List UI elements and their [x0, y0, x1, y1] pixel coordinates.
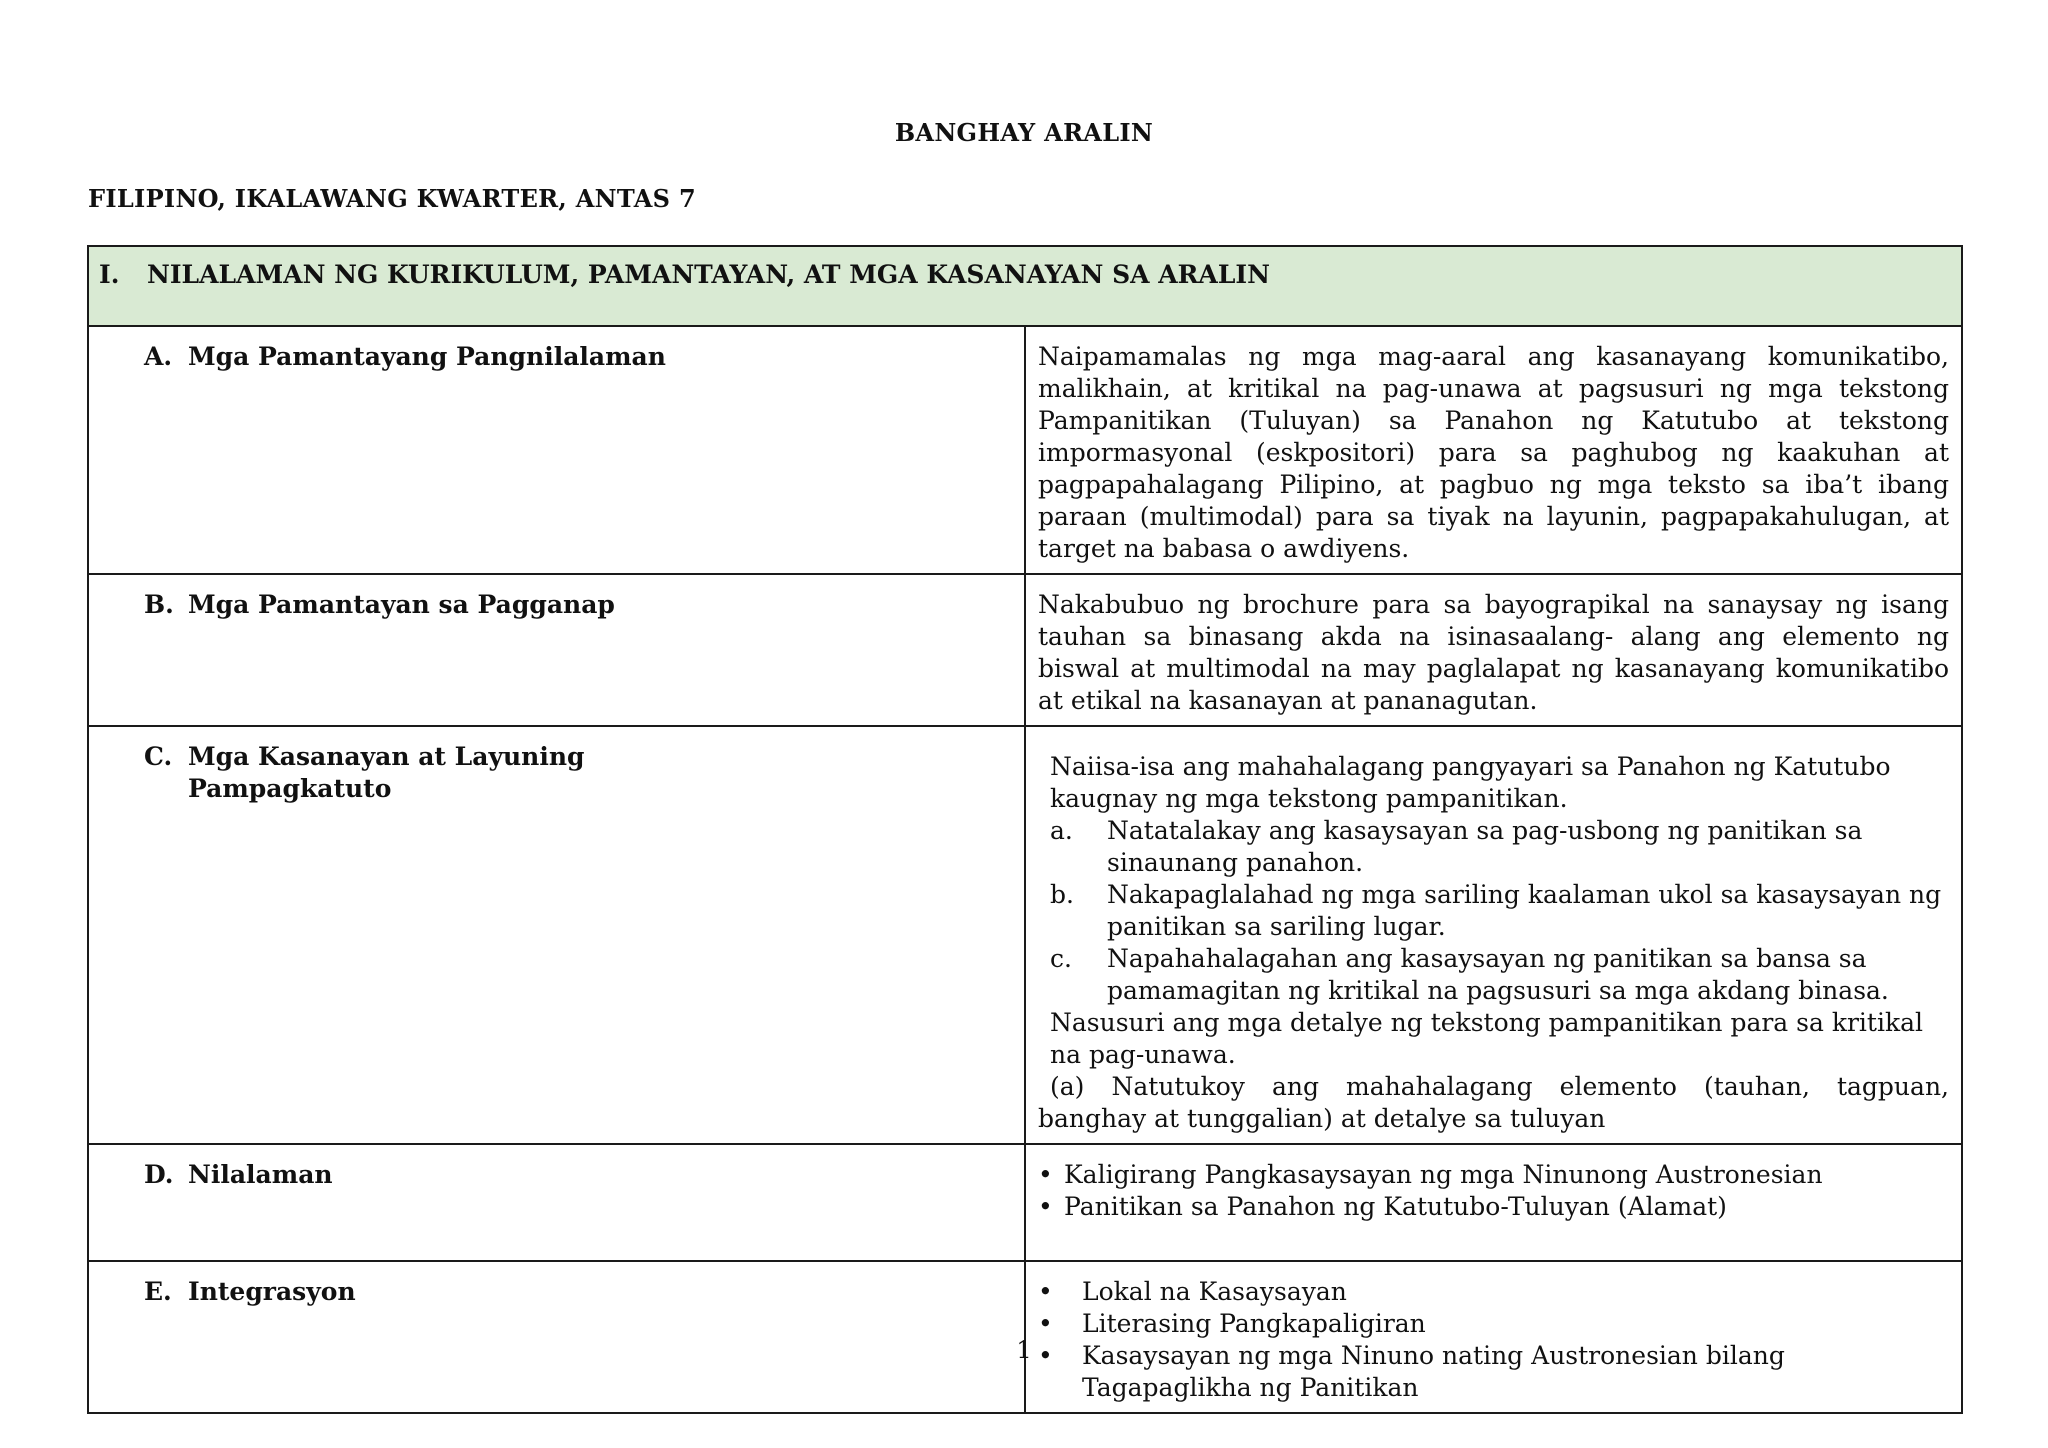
row-content-cell: [1025, 326, 1962, 574]
list-item-text: Napahahalagahan ang kasaysayan ng panitikan sa bansa sa pamamagitan ng kritikal na pagsusuri sa mga akdang binasa.: [1107, 944, 1889, 1005]
row-content-cell: [1025, 1144, 1962, 1261]
row-letter: C.: [144, 742, 173, 771]
row-letter: E.: [144, 1277, 172, 1306]
section-number: I.: [99, 260, 120, 289]
section-header-row: [88, 246, 1962, 326]
row-label-cell: [88, 574, 1025, 726]
bullet-icon: •: [1038, 1277, 1053, 1306]
list-item: [1038, 1159, 1949, 1191]
list-item: [1038, 1276, 1949, 1308]
list-item-text: Natatalakay ang kasaysayan sa pag-usbong ng panitikan sa sinaunang panahon.: [1107, 816, 1863, 877]
table-row: [88, 574, 1962, 726]
page-number: 1: [1016, 1336, 1032, 1364]
list-item: [1038, 879, 1949, 943]
list-item-text: Literasing Pangkapaligiran: [1082, 1309, 1426, 1338]
competency-second: Nasusuri ang mga detalye ng tekstong pampanitikan para sa kritikal na pag-unawa.: [1050, 1008, 1924, 1069]
table-row: [88, 326, 1962, 574]
section-heading: NILALAMAN NG KURIKULUM, PAMANTAYAN, AT MGA KASANAYAN SA ARALIN: [147, 260, 1270, 289]
row-label: Mga Pamantayan sa Pagganap: [188, 590, 615, 619]
list-item-text: Lokal na Kasaysayan: [1082, 1277, 1347, 1306]
list-item-letter: b.: [1050, 880, 1074, 909]
row-label-cell: [88, 726, 1025, 1144]
list-item-text: Kaligirang Pangkasaysayan ng mga Ninunong Austronesian: [1064, 1160, 1823, 1189]
list-item: [1038, 815, 1949, 879]
document-title: BANGHAY ARALIN: [894, 118, 1154, 147]
bullet-icon: •: [1038, 1341, 1053, 1370]
list-item-text: Panitikan sa Panahon ng Katutubo-Tuluyan (Alamat): [1064, 1192, 1727, 1221]
table-row: [88, 726, 1962, 1144]
section-header: [88, 246, 1962, 326]
row-label-cell: [88, 1144, 1025, 1261]
list-item-letter: c.: [1050, 944, 1072, 973]
row-letter: D.: [144, 1160, 174, 1189]
list-item-text: Nakapaglalahad ng mga sariling kaalaman ukol sa kasaysayan ng panitikan sa sariling lugar.: [1107, 880, 1942, 941]
row-label: Nilalaman: [188, 1160, 333, 1189]
bullet-icon: •: [1038, 1192, 1053, 1221]
bullet-icon: •: [1038, 1309, 1053, 1338]
row-label: Mga Pamantayang Pangnilalaman: [188, 342, 666, 371]
lesson-plan-table: [87, 245, 1963, 1414]
row-letter: B.: [144, 590, 174, 619]
row-letter: A.: [144, 342, 173, 371]
row-content-cell: [1025, 726, 1962, 1144]
list-item: [1038, 1191, 1949, 1223]
performance-standard-text: Nakabubuo ng brochure para sa bayograpikal na sanaysay ng isang tauhan sa binasang akda na isinasaalang- alang ang elemento ng biswal at multimodal na may paglalapat ng kasanayang komunikatibo at etikal na kasanayan at pananagutan.: [1038, 590, 1949, 715]
row-label: Mga Kasanayan at Layuning Pampagkatuto: [188, 742, 585, 803]
bullet-icon: •: [1038, 1160, 1053, 1189]
row-label: Integrasyon: [188, 1277, 356, 1306]
content-standard-text: Naipamamalas ng mga mag-aaral ang kasanayang komunikatibo, malikhain, at kritikal na pag-unawa at pagsusuri ng mga tekstong Pampanitikan (Tuluyan) sa Panahon ng Katutubo at tekstong impormasyonal (eskpositori) para sa paghubog ng kaakuhan at pagpapahalagang Pilipino, at pagbuo ng mga teksto sa iba’t ibang paraan (multimodal) para sa tiyak na layunin, pagpapakahulugan, at target na babasa o awdiyens.: [1038, 342, 1949, 563]
document-subtitle: FILIPINO, IKALAWANG KWARTER, ANTAS 7: [88, 184, 696, 213]
list-item-letter: a.: [1050, 816, 1073, 845]
competency-intro: Naiisa-isa ang mahahalagang pangyayari sa Panahon ng Katutubo kaugnay ng mga tekstong pampanitikan.: [1050, 752, 1891, 813]
content-list: [1038, 1159, 1949, 1223]
competency-last: (a) Natutukoy ang mahahalagang elemento (tauhan, tagpuan, banghay at tunggalian) at detalye sa tuluyan: [1038, 1072, 1949, 1133]
table-row: [88, 1144, 1962, 1261]
row-content-cell: [1025, 574, 1962, 726]
row-label-cell: [88, 326, 1025, 574]
list-item: [1038, 943, 1949, 1007]
list-item-text: Kasaysayan ng mga Ninuno nating Austronesian bilang Tagapaglikha ng Panitikan: [1082, 1341, 1785, 1402]
